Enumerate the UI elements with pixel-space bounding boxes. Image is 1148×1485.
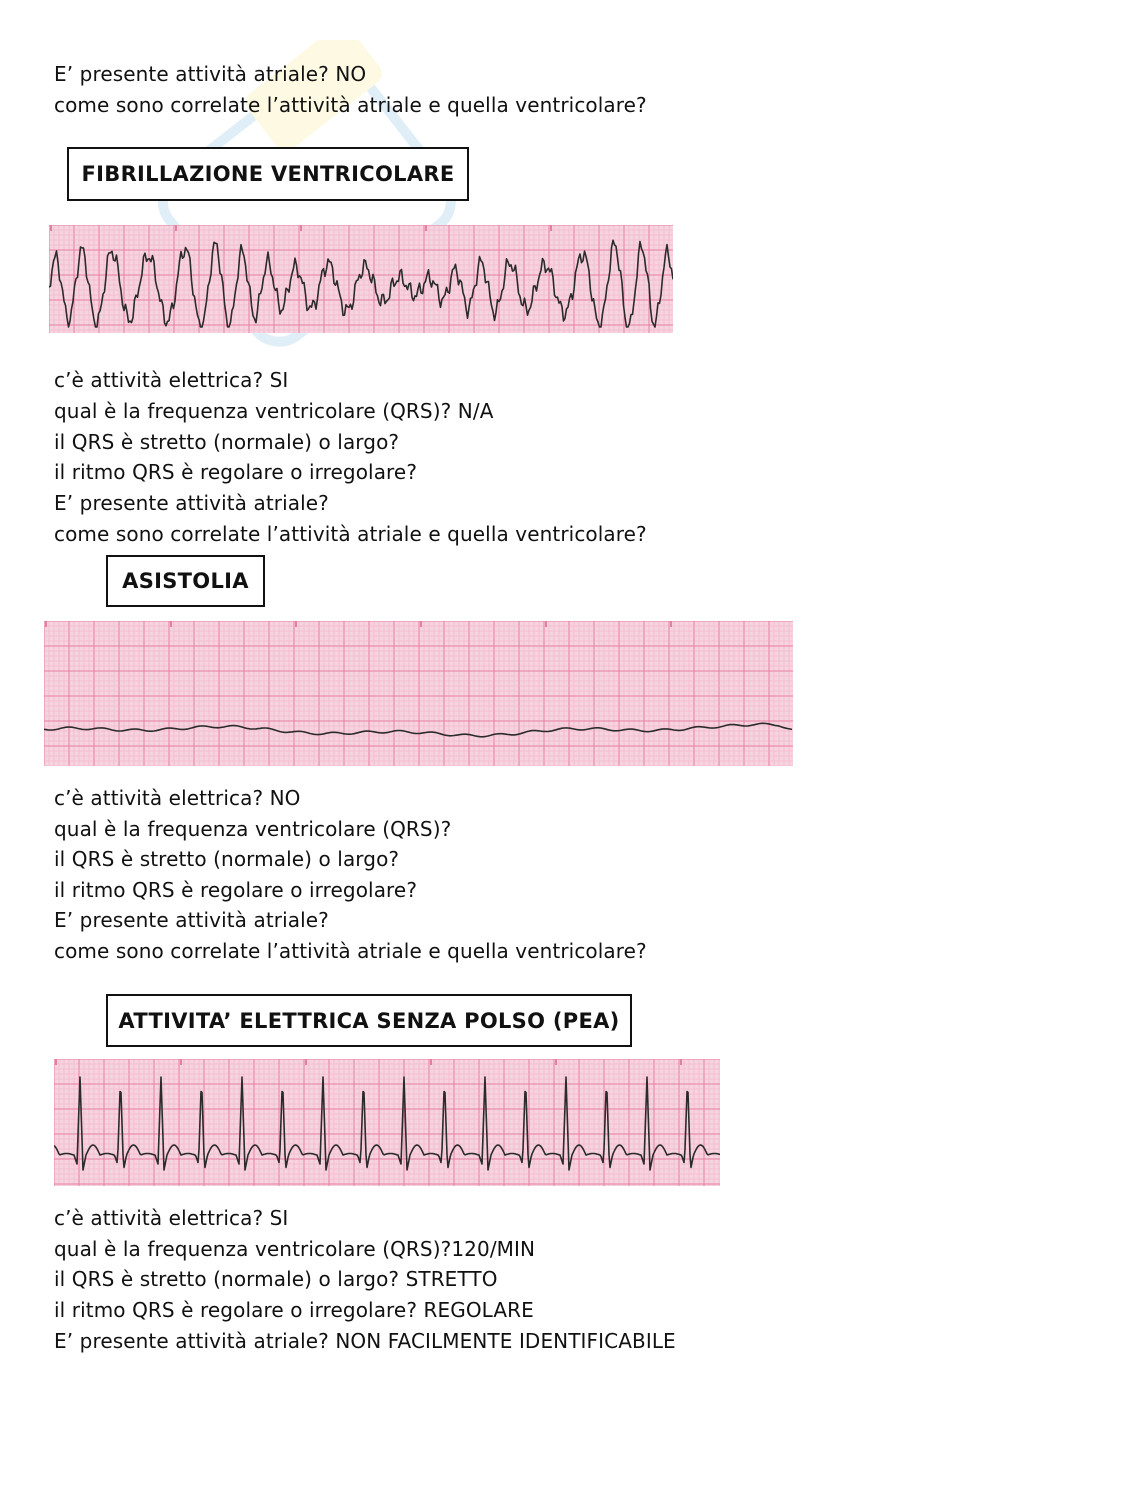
question-line: E’ presente attività atriale? xyxy=(54,908,329,932)
question-line: c’è attività elettrica? SI xyxy=(54,368,289,392)
section-title-fibrillazione-ventricolare: FIBRILLAZIONE VENTRICOLARE xyxy=(67,147,469,201)
question-line: c’è attività elettrica? SI xyxy=(54,1206,289,1230)
question-line: qual è la frequenza ventricolare (QRS)? N/A xyxy=(54,399,494,423)
ecg-strip-asystole xyxy=(44,621,793,766)
question-line: il QRS è stretto (normale) o largo? xyxy=(54,430,400,454)
question-line: qual è la frequenza ventricolare (QRS)?120/MIN xyxy=(54,1237,536,1261)
question-line: il ritmo QRS è regolare o irregolare? xyxy=(54,878,418,902)
question-line: il QRS è stretto (normale) o largo? xyxy=(54,847,400,871)
question-line: come sono correlate l’attività atriale e quella ventricolare? xyxy=(54,522,647,546)
ecg-strip-pea xyxy=(54,1059,720,1186)
question-line: E’ presente attività atriale? xyxy=(54,491,329,515)
ecg-grid-bg xyxy=(49,225,673,333)
section-title-asistolia: ASISTOLIA xyxy=(106,555,265,607)
question-line: come sono correlate l’attività atriale e quella ventricolare? xyxy=(54,939,647,963)
question-line: il QRS è stretto (normale) o largo? STRETTO xyxy=(54,1267,498,1291)
question-line: il ritmo QRS è regolare o irregolare? REGOLARE xyxy=(54,1298,534,1322)
intro-line-2: come sono correlate l’attività atriale e quella ventricolare? xyxy=(54,93,647,117)
intro-line-1: E’ presente attività atriale? NO xyxy=(54,62,367,86)
question-line: il ritmo QRS è regolare o irregolare? xyxy=(54,460,418,484)
question-line: qual è la frequenza ventricolare (QRS)? xyxy=(54,817,452,841)
question-line: c’è attività elettrica? NO xyxy=(54,786,301,810)
ecg-strip-ventricular-fibrillation xyxy=(49,225,673,333)
section-title-pea: ATTIVITA’ ELETTRICA SENZA POLSO (PEA) xyxy=(106,994,632,1047)
question-line: E’ presente attività atriale? NON FACILMENTE IDENTIFICABILE xyxy=(54,1329,676,1353)
